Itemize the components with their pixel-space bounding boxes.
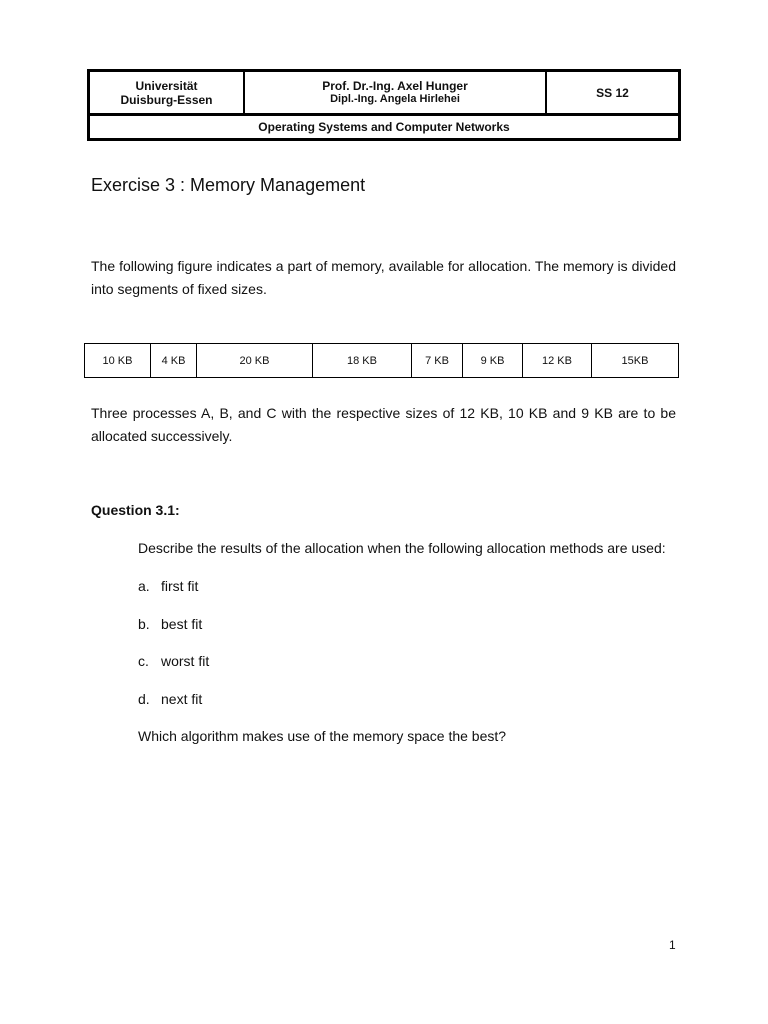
list-item-text: next fit xyxy=(161,691,203,707)
memory-segment: 15KB xyxy=(621,354,649,367)
header-table xyxy=(87,69,681,141)
list-item-letter: b. xyxy=(138,616,150,632)
memory-segment: 10 KB xyxy=(85,344,151,377)
page-number: 1 xyxy=(669,938,676,952)
list-item xyxy=(138,691,202,707)
list-item-letter: d. xyxy=(138,691,150,707)
memory-segment: 20 KB xyxy=(197,344,313,377)
memory-segment: 7 KB xyxy=(412,344,463,377)
question-heading: Question 3.1: xyxy=(91,502,180,518)
assistant-name: Dipl.-Ing. Angela Hirlehei xyxy=(330,93,460,105)
list-item-letter: a. xyxy=(138,578,150,594)
list-item-text: worst fit xyxy=(161,653,210,669)
professor-name: Prof. Dr.-Ing. Axel Hunger xyxy=(322,79,468,93)
memory-segment: 4 KB xyxy=(151,344,197,377)
semester-label: SS 12 xyxy=(596,85,629,100)
list-item-text: best fit xyxy=(161,616,203,632)
question-description: Describe the results of the allocation when the following allocation methods are used: xyxy=(138,540,666,556)
university-line1: Universität xyxy=(135,78,198,93)
intro-paragraph: The following figure indicates a part of memory, available for allocation. The memory is divided into segments of fixed sizes. xyxy=(91,258,676,297)
exercise-title: Exercise 3 : Memory Management xyxy=(91,175,366,195)
memory-segments-diagram xyxy=(84,343,679,378)
list-item-letter: c. xyxy=(138,653,149,669)
question-followup: Which algorithm makes use of the memory space the best? xyxy=(138,728,507,744)
memory-segment: 9 KB xyxy=(463,344,523,377)
header-top-row xyxy=(90,72,678,116)
list-item-text: first fit xyxy=(161,578,199,594)
university-line2: Duisburg-Essen xyxy=(120,92,213,107)
semester-cell xyxy=(547,72,678,113)
list-item xyxy=(138,653,209,669)
list-item xyxy=(138,578,198,594)
processes-paragraph: Three processes A, B, and C with the respective sizes of 12 KB, 10 KB and 9 KB are to be allocated successively. xyxy=(91,405,676,444)
list-item xyxy=(138,616,202,632)
instructors-cell xyxy=(245,72,547,113)
memory-segment: 18 KB xyxy=(313,344,412,377)
university-cell xyxy=(90,72,245,113)
memory-segment: 12 KB xyxy=(523,344,592,377)
course-title: Operating Systems and Computer Networks xyxy=(258,120,510,134)
